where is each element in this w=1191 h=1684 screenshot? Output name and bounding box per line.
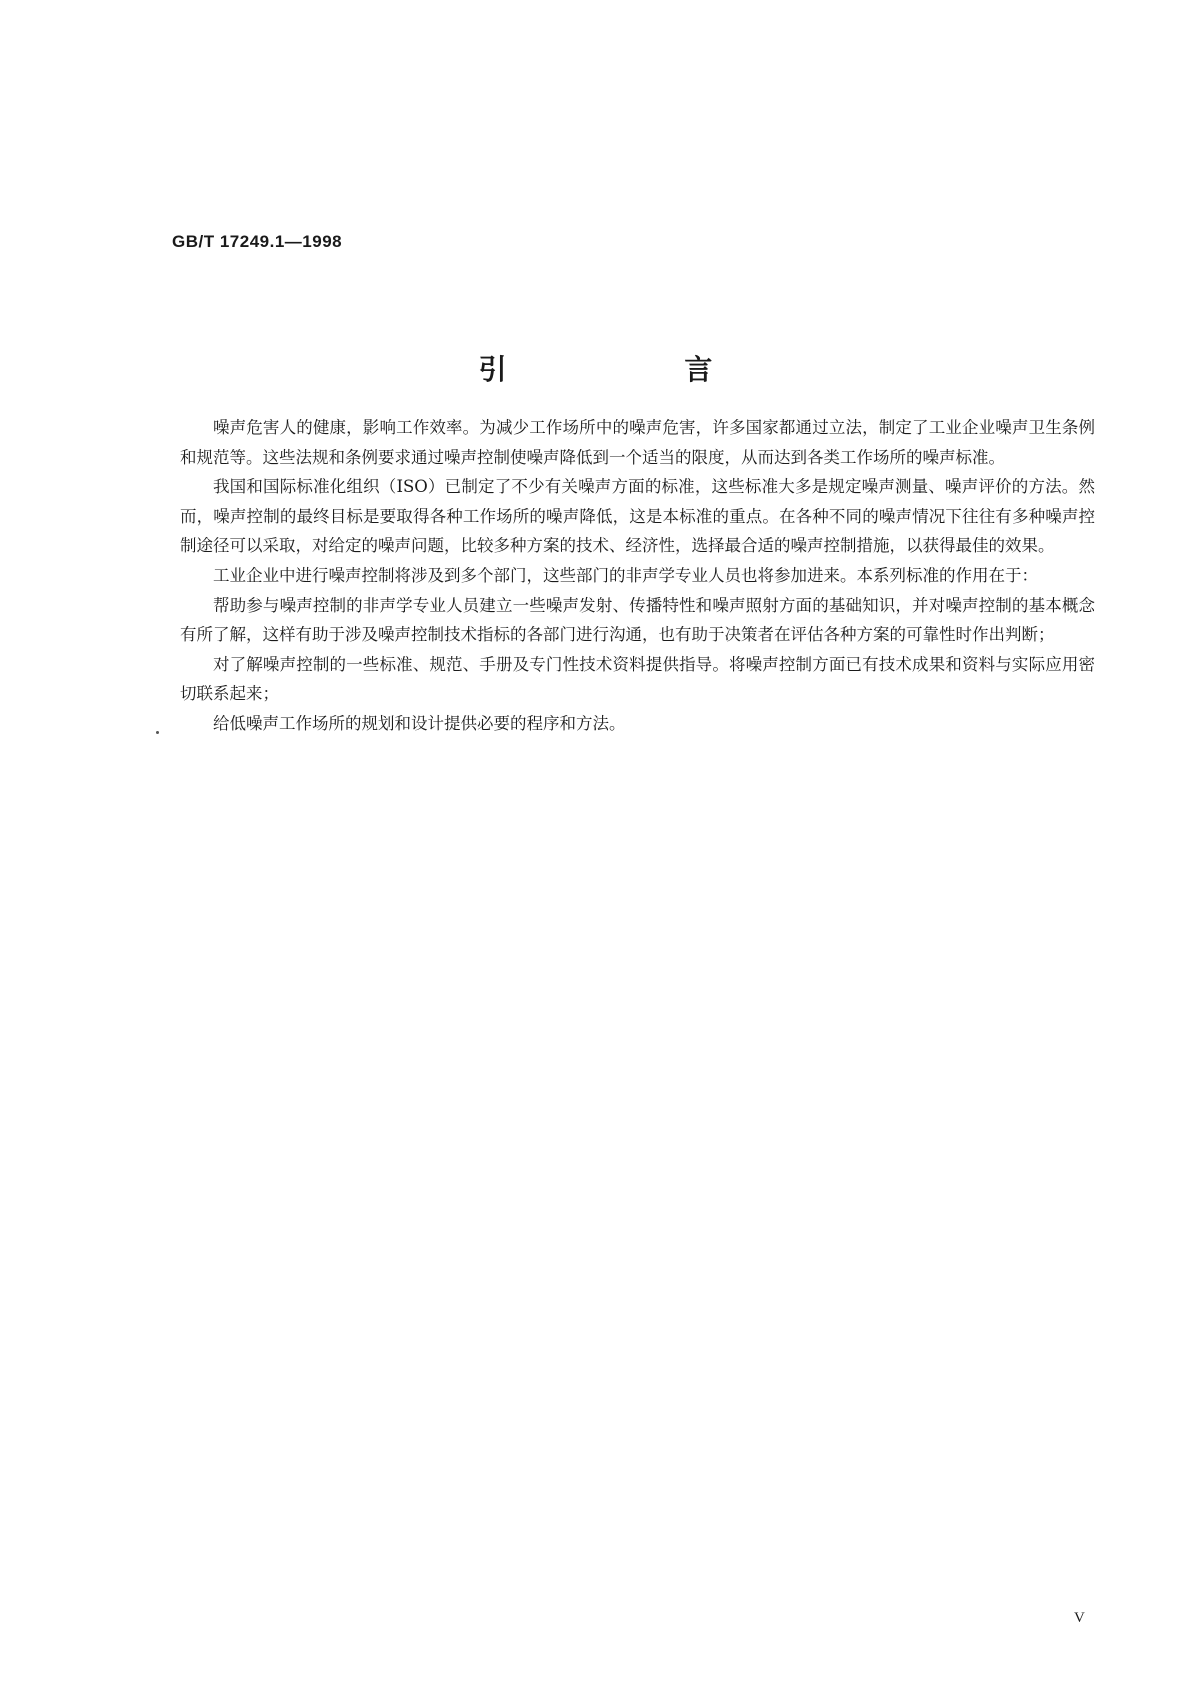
paragraph: 对了解噪声控制的一些标准、规范、手册及专门性技术资料提供指导。将噪声控制方面已有技术成果和资料与实际应用密切联系起来；	[180, 654, 1095, 704]
paragraph: 帮助参与噪声控制的非声学专业人员建立一些噪声发射、传播特性和噪声照射方面的基础知识，并对噪声控制的基本概念有所了解，这样有助于涉及噪声控制技术指标的各部门进行沟通，也有助于决策者在评估各种方案的可靠性时作出判断；	[180, 595, 1095, 645]
standard-code: GB/T 17249.1—1998	[172, 232, 343, 251]
paragraph: 工业企业中进行噪声控制将涉及到多个部门，这些部门的非声学专业人员也将参加进来。本系列标准的作用在于：	[213, 565, 1038, 585]
paragraph: 给低噪声工作场所的规划和设计提供必要的程序和方法。	[213, 713, 626, 733]
body-text	[180, 413, 1095, 739]
page-number: V	[1074, 1610, 1085, 1626]
scan-speck	[156, 731, 159, 734]
paragraph: 噪声危害人的健康，影响工作效率。为减少工作场所中的噪声危害，许多国家都通过立法，制定了工业企业噪声卫生条例和规范等。这些法规和条例要求通过噪声控制使噪声降低到一个适当的限度，从而达到各类工作场所的噪声标准。	[180, 418, 1095, 467]
section-title: 引 言	[478, 353, 797, 386]
paragraph: 我国和国际标准化组织（ISO）已制定了不少有关噪声方面的标准，这些标准大多是规定噪声测量、噪声评价的方法。然而，噪声控制的最终目标是要取得各种工作场所的噪声降低，这是本标准的重点。在各种不同的噪声情况下往往有多种噪声控制途径可以采取，对给定的噪声问题，比较多种方案的技术、经济性，选择最合适的噪声控制措施，以获得最佳的效果。	[180, 477, 1095, 556]
